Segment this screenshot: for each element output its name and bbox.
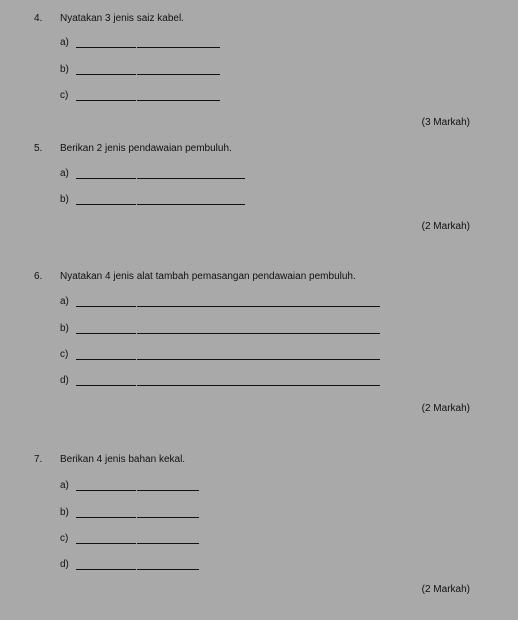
answer-line[interactable] bbox=[60, 375, 380, 386]
marks-label: (2 Markah) bbox=[421, 584, 470, 595]
question-number: 7. bbox=[34, 454, 43, 465]
answer-label: b) bbox=[60, 507, 69, 518]
answer-blank[interactable] bbox=[76, 560, 199, 570]
answer-line[interactable] bbox=[60, 64, 220, 75]
answer-label: a) bbox=[60, 296, 69, 307]
marks-label: (2 Markah) bbox=[421, 403, 470, 414]
question-text: Berikan 4 jenis bahan kekal. bbox=[60, 454, 186, 465]
question-number: 4. bbox=[34, 13, 43, 24]
answer-label: c) bbox=[60, 90, 69, 101]
answer-label: a) bbox=[60, 37, 69, 48]
answer-line[interactable] bbox=[60, 533, 199, 544]
marks-label: (3 Markah) bbox=[421, 117, 470, 128]
answer-blank[interactable] bbox=[76, 195, 245, 205]
answer-blank[interactable] bbox=[76, 534, 199, 544]
answer-line[interactable] bbox=[60, 323, 380, 334]
question-text: Nyatakan 4 jenis alat tambah pemasangan pendawaian pembuluh. bbox=[60, 271, 356, 282]
answer-label: d) bbox=[60, 375, 69, 386]
answer-blank[interactable] bbox=[76, 324, 380, 334]
marks-label: (2 Markah) bbox=[421, 221, 470, 232]
answer-label: b) bbox=[60, 323, 69, 334]
answer-blank[interactable] bbox=[76, 350, 380, 360]
answer-label: b) bbox=[60, 64, 69, 75]
answer-line[interactable] bbox=[60, 349, 380, 360]
answer-label: c) bbox=[60, 533, 69, 544]
answer-line[interactable] bbox=[60, 296, 380, 307]
answer-blank[interactable] bbox=[76, 297, 380, 307]
question-text: Nyatakan 3 jenis saiz kabel. bbox=[60, 13, 184, 24]
answer-blank[interactable] bbox=[76, 65, 220, 75]
answer-label: a) bbox=[60, 480, 69, 491]
answer-line[interactable] bbox=[60, 37, 220, 48]
answer-label: a) bbox=[60, 168, 69, 179]
answer-blank[interactable] bbox=[76, 376, 380, 386]
answer-line[interactable] bbox=[60, 90, 220, 101]
answer-blank[interactable] bbox=[76, 169, 245, 179]
answer-blank[interactable] bbox=[76, 91, 220, 101]
answer-label: b) bbox=[60, 194, 69, 205]
answer-blank[interactable] bbox=[76, 38, 220, 48]
question-text: Berikan 2 jenis pendawaian pembuluh. bbox=[60, 143, 232, 154]
answer-line[interactable] bbox=[60, 507, 199, 518]
answer-line[interactable] bbox=[60, 559, 199, 570]
answer-line[interactable] bbox=[60, 168, 245, 179]
answer-line[interactable] bbox=[60, 480, 199, 491]
answer-blank[interactable] bbox=[76, 481, 199, 491]
answer-blank[interactable] bbox=[76, 508, 199, 518]
answer-line[interactable] bbox=[60, 194, 245, 205]
question-number: 5. bbox=[34, 143, 43, 154]
answer-label: d) bbox=[60, 559, 69, 570]
answer-label: c) bbox=[60, 349, 69, 360]
question-number: 6. bbox=[34, 271, 43, 282]
